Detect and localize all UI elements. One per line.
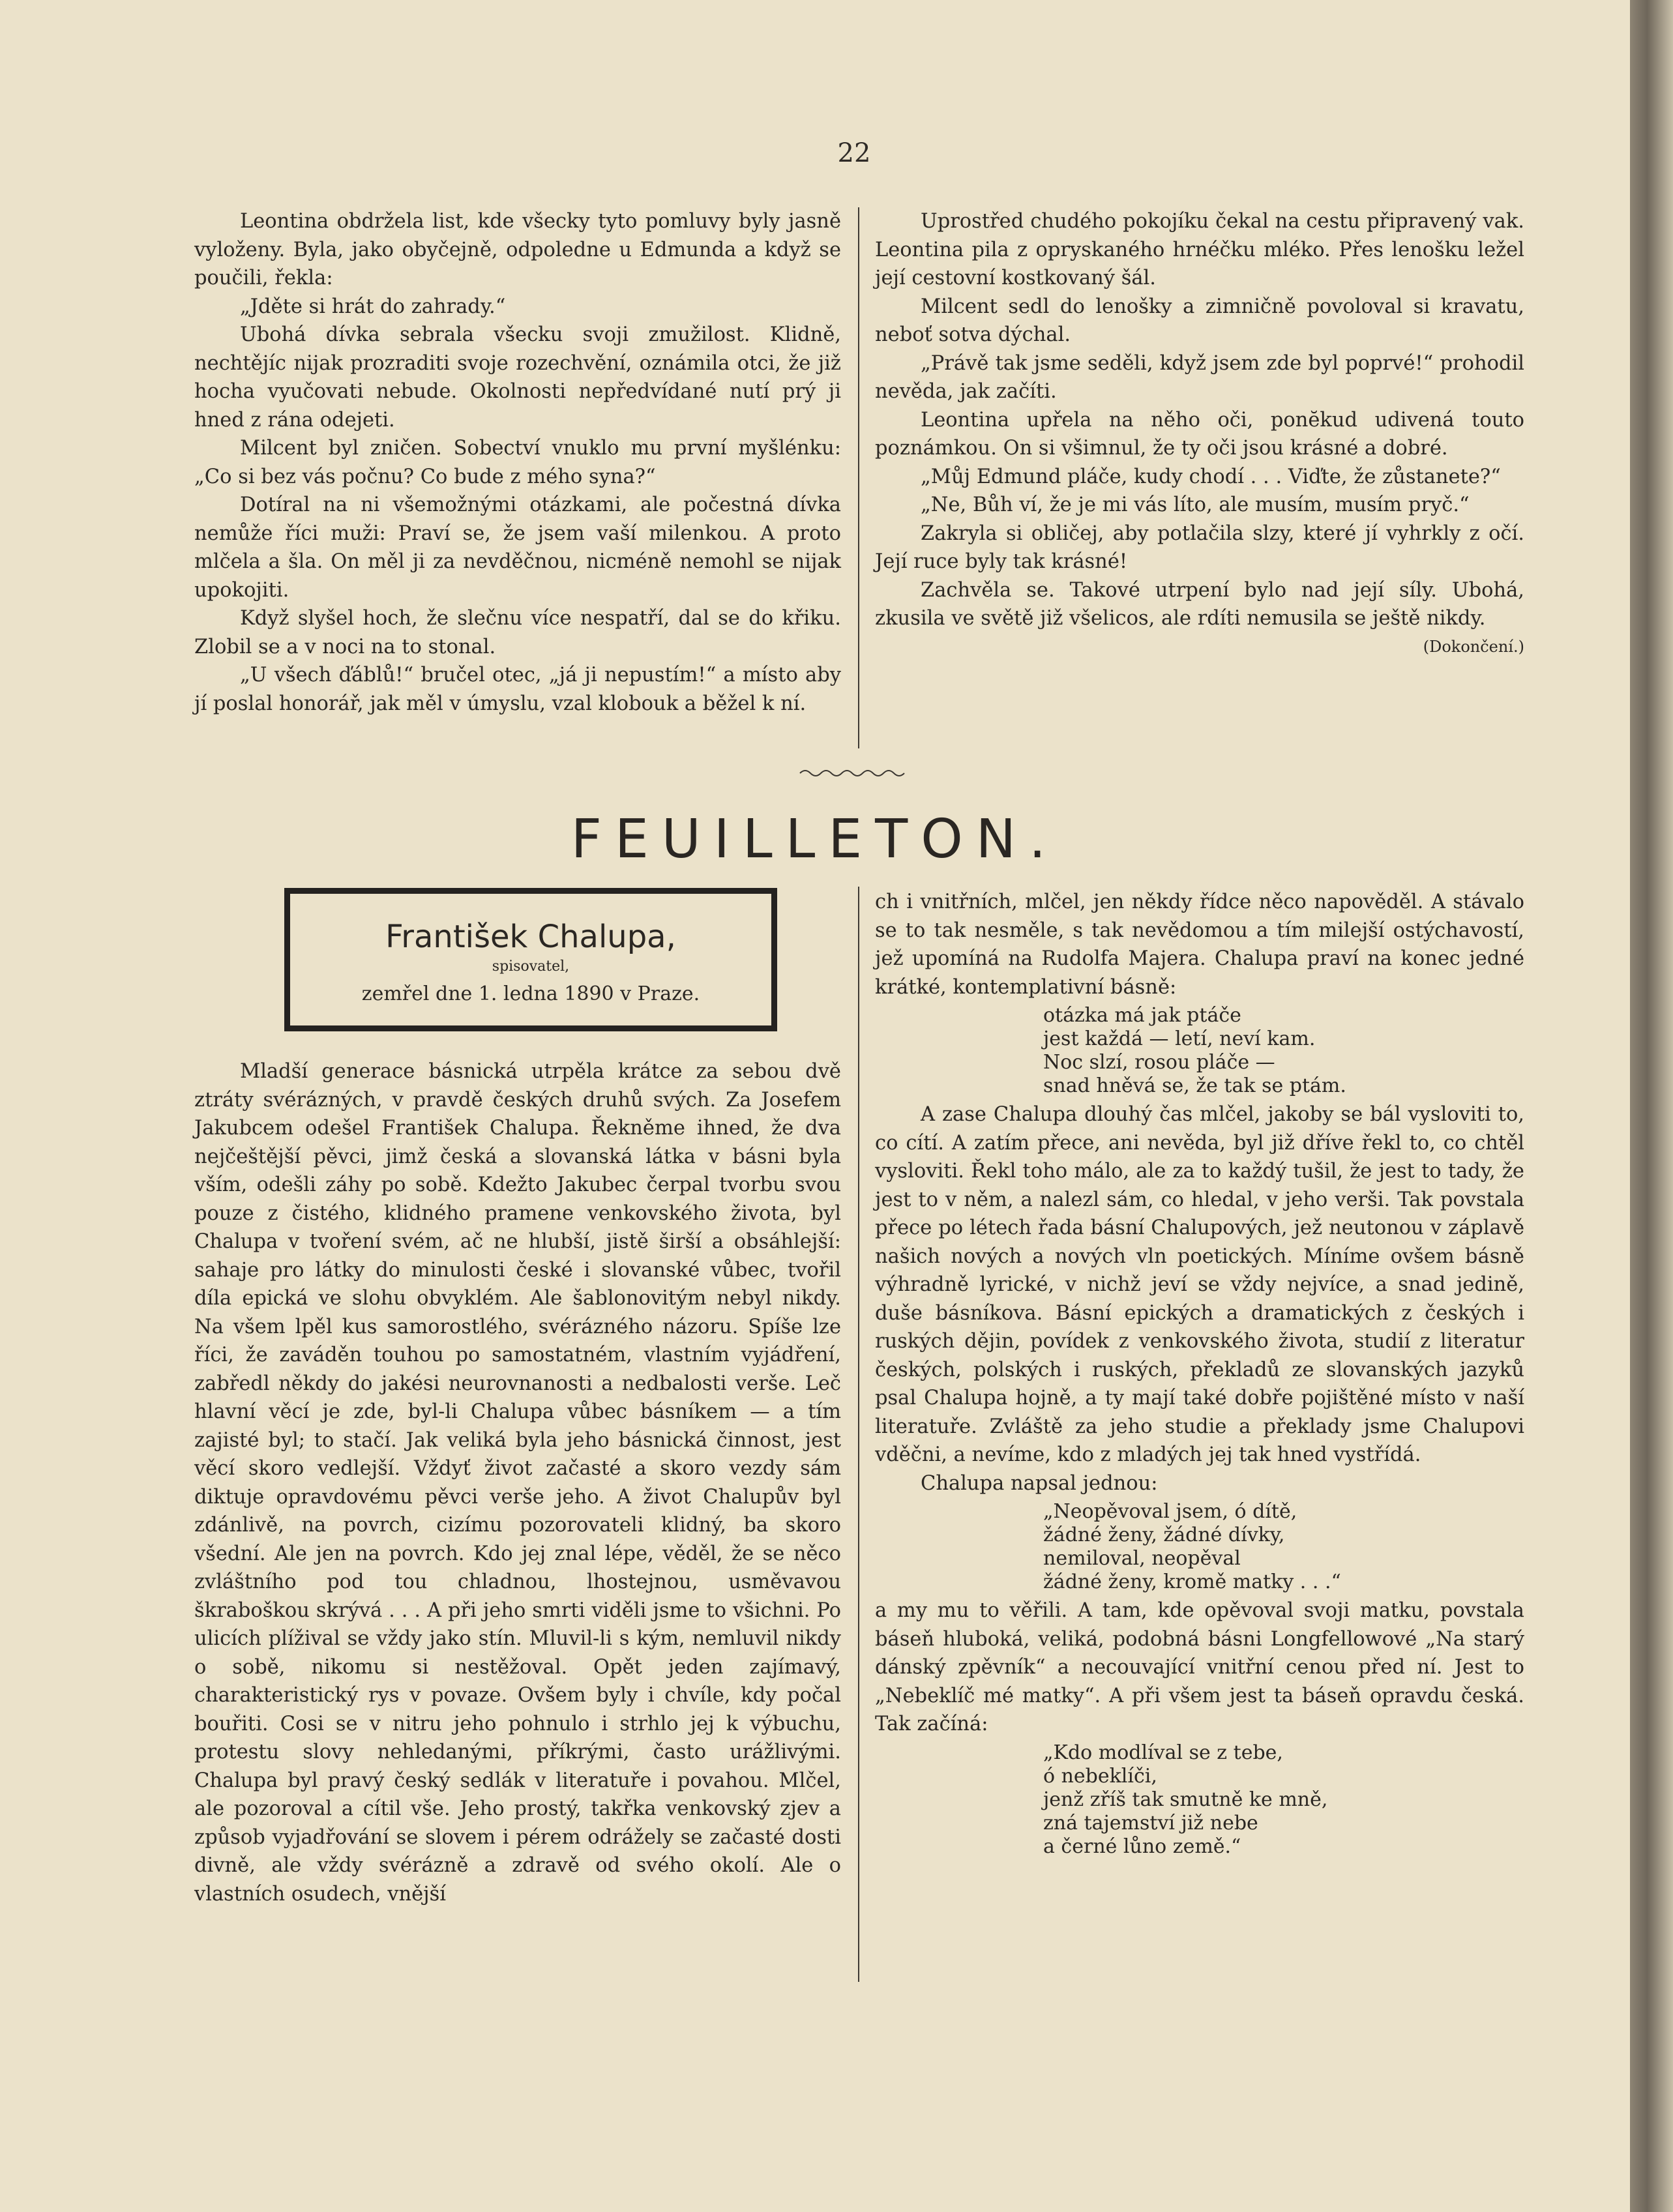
poem-line: zná tajemství již nebe (1043, 1811, 1258, 1835)
poem-line: žádné ženy, kromě matky . . .“ (1043, 1571, 1341, 1593)
obituary-box (284, 888, 777, 1031)
paragraph: Mladší generace básnická utrpěla krátce za sebou dvě ztráty svérázných, v pravdě českých druhů svých. Za Josefem Jakubcem odešel František Chalupa. Řekněme ihned, že dva nejčeštější pěvci, jimž česká a slovanská látka v básni byla vším, odešli záhy po sobě. Kdežto Jakubec čerpal tvorbu svou pouze z čistého, klidného pramene venkovského života, byl Chalupa v tvoření svém, ač ne hlubší, jistě širší a obsáhlejší: sahaje pro látky do minulosti české i slovanské vůbec, tvořil díla epická ve slohu obvyklém. Ale šablonovitým nebyl nikdy. Na všem lpěl kus samorostlého, svérázného názoru. Spíše lze říci, že zaváděn touhou po samostatném, vlastním vyjádření, zabředl někdy do jakési neurovnanosti a nedbalosti verše. Leč hlavní věcí je zde, byl-li Chalupa vůbec básníkem — a tím zajisté byl; to stačí. Jak veliká byla jeho básnická činnost, jest věcí skoro vedlejší. Vždyť život začasté a skoro vezdy sám diktuje opravdovému pěvci verše jeho. A život Chalupův byl zdánlivě, na povrch, cizímu pozorovateli klidný, ba skoro všední. Ale jen na povrch. Kdo jej znal lépe, věděl, že se něco zvláštního pod tou chladnou, lhostejnou, usměvavou škraboškou skrývá . . . A při jeho smrti viděli jsme to všichni. Po ulicích plížival se vždy jako stín. Mluvil-li s kým, nemluvil nikdy o sobě, nikomu si nestěžoval. Opět jeden zajímavý, charakteristický rys v povaze. Ovšem byly i chvíle, kdy počal bouřiti. Cosi se v nitru jeho pohnulo i strhlo jej k výbuchu, protestu slovy nehledanými, příkrými, často urážlivými. Chalupa byl pravý český sedlák v literatuře i povahou. Mlčel, ale pozoroval a cítil vše. Jeho prostý, takřka venkovský zjev a způsob vyjadřování se slovem i pérem odrážely se začasté dosti divně, ale vždy svérázně a zdravě od svého okolí. Ale o vlastních osudech, vnější (194, 1060, 841, 1906)
paragraph: „Jděte si hrát do zahrady.“ (240, 295, 506, 318)
poem-excerpt (1043, 1500, 1524, 1594)
paragraph-last (875, 576, 1524, 656)
paragraph: ch i vnitřních, mlčel, jen někdy řídce něco napověděl. A stávalo se to tak nesměle, s tak nevědomou a tím milejší ostýchavostí, jež upomíná na Rudolfa Majera. Chalupa praví na konec jedné krátké, kontemplativní básně: (875, 891, 1524, 999)
obituary-name: František Chalupa, (385, 919, 676, 955)
section-heading: FEUILLETON. (570, 808, 1059, 870)
paragraph: a my mu to věřili. A tam, kde opěvoval svoji matku, povstala báseň hluboká, veliká, podobná básni Longfellowové „Na starý dánský zpěvník“ a necouvající vnitřní cenou před ní. Jest to „Nebeklíč mé matky“. A při všem jest ta báseň opravdu česká. Tak začíná: (875, 1599, 1524, 1735)
poem-line: otázka má jak ptáče (1043, 1004, 1241, 1027)
paragraph: Uprostřed chudého pokojíku čekal na cestu připravený vak. Leontina pila z opryskaného hrnéčku mléko. Přes lenošku ležel její cestovní kostkovaný šál. (875, 210, 1524, 289)
poem-line: žádné ženy, žádné dívky, (1043, 1524, 1285, 1546)
poem-line: jenž zříš tak smutně ke mně, (1043, 1788, 1328, 1811)
poem-excerpt (1043, 1741, 1524, 1859)
column-bottom-right (875, 888, 1524, 1861)
paragraph: „Ne, Bůh ví, že je mi vás líto, ale musím, musím pryč.“ (921, 494, 1470, 516)
poem-line: snad hněvá se, že tak se ptám. (1043, 1074, 1346, 1097)
paragraph: Leontina upřela na něho oči, ponĕkud udivená touto poznámkou. On si všimnul, že ty oči jsou krásné a dobré. (875, 408, 1524, 460)
obituary-died: zemřel dne 1. ledna 1890 v Praze. (361, 982, 700, 1005)
poem-line: ó nebeklíči, (1043, 1764, 1157, 1788)
poem-excerpt (1043, 1004, 1524, 1098)
paragraph-text: Zachvěla se. Takové utrpení bylo nad její síly. Ubohá, zkusila ve světě již všelicos, ale rdíti nemusila se ještě nikdy. (875, 578, 1524, 630)
column-bottom-left (194, 1057, 841, 1908)
poem-line: „Kdo modlíval se z tebe, (1043, 1741, 1283, 1764)
paragraph: „U všech ďáblů!“ bručel otec, „já ji nepustím!“ a místo aby jí poslal honorář, jak měl v úmyslu, vzal klobouk a běžel k ní. (194, 664, 841, 715)
continued-note: (Dokončení.) (1423, 637, 1524, 656)
paragraph: Chalupa napsal jednou: (921, 1471, 1158, 1495)
poem-line: „Neopěvoval jsem, ó dítě, (1043, 1500, 1297, 1523)
paragraph: Zakryla si obličej, aby potlačila slzy, které jí vyhrkly z očí. Její ruce byly tak krásné! (875, 522, 1524, 573)
column-top-right (875, 207, 1524, 661)
poem-line: a černé lůno země.“ (1043, 1835, 1241, 1858)
obituary-role: spisovatel, (492, 958, 570, 975)
column-top-left (194, 207, 841, 718)
paragraph: Milcent sedl do lenošky a zimničně povoloval si kravatu, neboť sotva dýchal. (875, 295, 1524, 346)
paragraph: Ubohá dívka sebrala všecku svoji zmužilost. Klidně, nechtějíc nijak prozraditi svoje rozechvění, oznámila otci, že již hocha vyučovati nebude. Okolnosti nepředvídané nutí prý ji hned z rána odejeti. (194, 323, 841, 432)
column-divider (858, 207, 859, 748)
paragraph: Leontina obdržela list, kde všecky tyto pomluvy byly jasně vyloženy. Byla, jako obyčejně, odpoledne u Edmunda a když se poučili, řekla: (194, 210, 841, 289)
paragraph: A zase Chalupa dlouhý čas mlčel, jakoby se bál vysloviti to, co cítí. A zatím přece, ani nevěda, byl již dříve řekl to, co chtěl vysloviti. Řekl toho málo, ale za to každý tušil, že jest to tady, že jest to v něm, a nalezl sám, co hledal, v jeho verši. Tak povstala přece po létech řada básní Chalupových, jež neutonou v záplavě našich nových a nových vln poetických. Míníme ovšem básně výhradně lyrické, v nichž jeví se vždy nejvíce, a snad jedině, duše básníkova. Básní epických a dramatických z českých i ruských dějin, povídek z venkovského života, studií z literatur českých, polských i ruských, překladů ze slovanských jazyků psal Chalupa hojně, a ty mají také dobře pojištěné místo v naší literatuře. Zvláště za jeho studie a překlady jsme Chalupovi vděčni, a nevíme, kdo z mladých jej tak hned vystřídá. (875, 1103, 1524, 1466)
paragraph: Dotíral na ni všemožnými otázkami, ale počestná dívka nemůže říci muži: Praví se, že jsem vaší milenkou. A proto mlčela a šla. On měl ji za nevděčnou, nicméně nemohl se nijak upokojiti. (194, 494, 841, 602)
paragraph: „Právě tak jsme seděli, když jsem zde byl poprvé!“ prohodil nevěda, jak začíti. (875, 351, 1524, 403)
book-spine (1630, 0, 1673, 2212)
ornament-divider (799, 767, 910, 780)
poem-line: Noc slzí, rosou pláče — (1043, 1051, 1275, 1074)
poem-line: nemiloval, neopěval (1043, 1547, 1241, 1570)
paragraph: „Můj Edmund pláče, kudy chodí . . . Viďte, že zůstanete?“ (921, 465, 1501, 488)
page-number: 22 (837, 138, 871, 168)
paragraph: Když slyšel hoch, že slečnu více nespatří, dal se do křiku. Zlobil se a v noci na to stonal. (194, 607, 841, 658)
column-divider (858, 887, 859, 1982)
poem-line: jest každá — letí, neví kam. (1043, 1027, 1316, 1050)
paragraph: Milcent byl zničen. Sobectví vnuklo mu první myšlénku: „Co si bez vás počnu? Co bude z mého syna?“ (194, 437, 841, 488)
